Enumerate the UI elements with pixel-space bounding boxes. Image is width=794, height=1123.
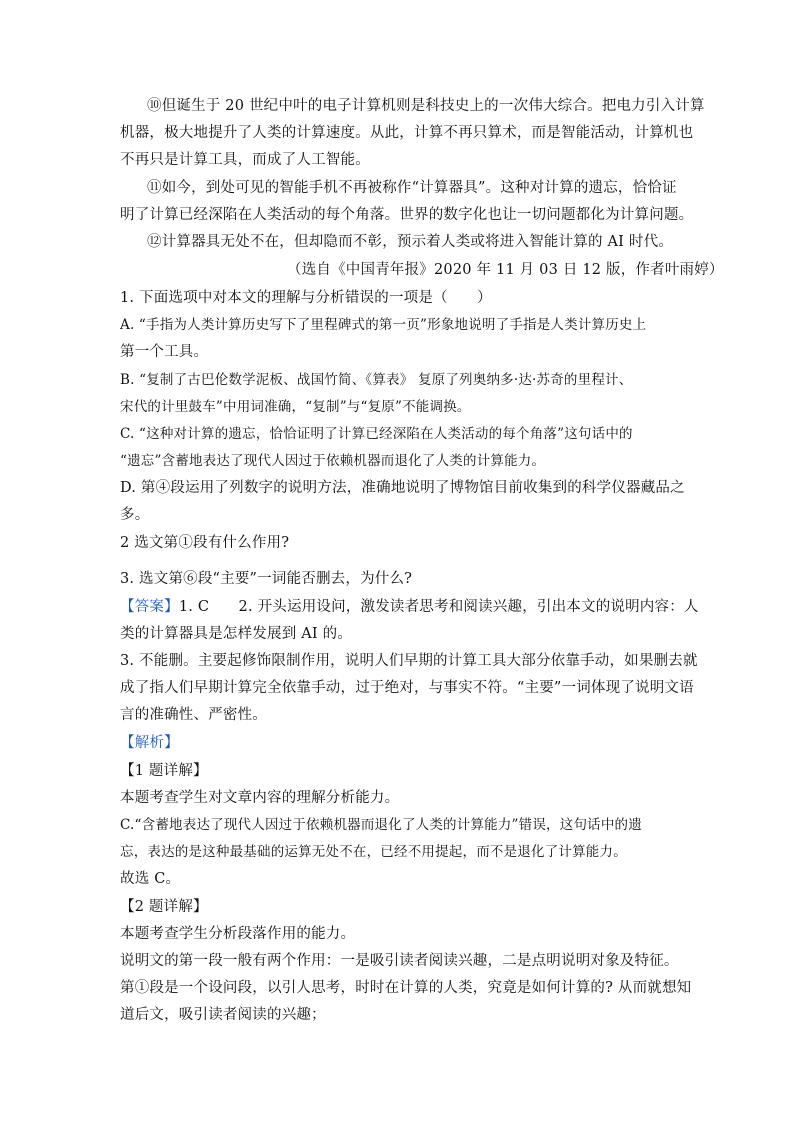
answer-text-1: 1. C 2. 开头运用设问，激发读者思考和阅读兴趣，引出本文的说明内容：人 (178, 599, 699, 615)
question-1-option-c-line2: “遗忘”含蓄地表达了现代人因过于依赖机器而退化了人类的计算能力。 (120, 453, 546, 469)
answer-label: 【答案】 (120, 599, 179, 615)
passage-p11-line1: ⑪如今，到处可见的智能手机不再被称作“计算器具”。这种对计算的遗忘，恰恰证 (147, 180, 677, 196)
question-1-option-c-line1: C. “这种对计算的遗忘，恰恰证明了计算已经深陷在人类活动的每个角落”这句话中的 (120, 426, 633, 442)
answer-line1 (120, 597, 699, 617)
analysis-label: 【解析】 (120, 735, 179, 751)
analysis-2-line2: 说明文的第一段一般有两个作用：一是吸引读者阅读兴趣，二是点明说明对象及特征。 (120, 953, 679, 969)
passage-p10-line1: ⑩但诞生于 20 世纪中叶的电子计算机则是科技史上的一次伟大综合。把电力引入计算 (147, 98, 705, 114)
passage-source: （选自《中国青年报》2020 年 11 月 03 日 12 版，作者叶雨婷） (287, 262, 724, 278)
analysis-heading-2: 【2 题详解】 (120, 899, 208, 915)
answer-line3: 3. 不能删。主要起修饰限制作用，说明人们早期的计算工具大部分依靠手动，如果删去就 (120, 653, 698, 669)
analysis-2-line4: 道后文，吸引读者阅读的兴趣； (120, 1007, 326, 1023)
passage-p12-line1: ⑫计算器具无处不在，但却隐而不彰，预示着人类或将进入智能计算的 AI 时代。 (147, 234, 674, 250)
analysis-1-line2: C.“含蓄地表达了现代人因过于依赖机器而退化了人类的计算能力”错误，这句话中的遗 (120, 817, 642, 833)
analysis-1-line4: 故选 C。 (120, 871, 181, 887)
answer-line5: 言的准确性、严密性。 (120, 707, 267, 723)
question-1-option-b-line2: 宋代的计里鼓车”中用词准确，“复制”与“复原”不能调换。 (120, 399, 471, 415)
answer-line2: 类的计算器具是怎样发展到 AI 的。 (120, 626, 353, 642)
question-2: 2 选文第①段有什么作用? (120, 535, 290, 551)
passage-p10-line2: 机器，极大地提升了人类的计算速度。从此，计算不再只算术，而是智能活动，计算机也 (120, 125, 694, 141)
question-1-option-a-line2: 第一个工具。 (120, 344, 209, 360)
question-1-option-d-line2: 多。 (120, 507, 150, 523)
analysis-1-line1: 本题考查学生对文章内容的理解分析能力。 (120, 790, 400, 806)
passage-p11-line2: 明了计算已经深陷在人类活动的每个角落。世界的数字化也让一切问题都化为计算问题。 (120, 207, 694, 223)
question-1-option-d-line1: D. 第④段运用了列数字的说明方法，准确地说明了博物馆目前收集到的科学仪器藏品之 (120, 480, 685, 496)
question-1-option-b-line1: B. “复制了古巴伦数学泥板、战国竹简、《算表》 复原了列奥纳多·达·苏奇的里程计、 (120, 372, 633, 388)
question-1-option-a-line1: A. “手指为人类计算历史写下了里程碑式的第一页”形象地说明了手指是人类计算历史上 (120, 317, 647, 333)
passage-p10-line3: 不再只是计算工具，而成了人工智能。 (120, 152, 370, 168)
analysis-heading-1: 【1 题详解】 (120, 763, 208, 779)
answer-line4: 成了指人们早期计算完全依靠手动，过于绝对，与事实不符。“主要”一词体现了说明文语 (120, 680, 694, 696)
analysis-2-line3: 第①段是一个设问段，以引人思考，时时在计算的人类，究竟是如何计算的? 从而就想知 (120, 980, 692, 996)
analysis-2-line1: 本题考查学生分析段落作用的能力。 (120, 926, 356, 942)
question-1-stem: 1. 下面选项中对本文的理解与分析错误的一项是（ ） (120, 290, 492, 306)
analysis-1-line3: 忘，表达的是这种最基础的运算无处不在，已经不用提起，而不是退化了计算能力。 (120, 844, 627, 860)
question-3: 3. 选文第⑥段“主要”一词能否删去，为什么? (120, 571, 413, 587)
